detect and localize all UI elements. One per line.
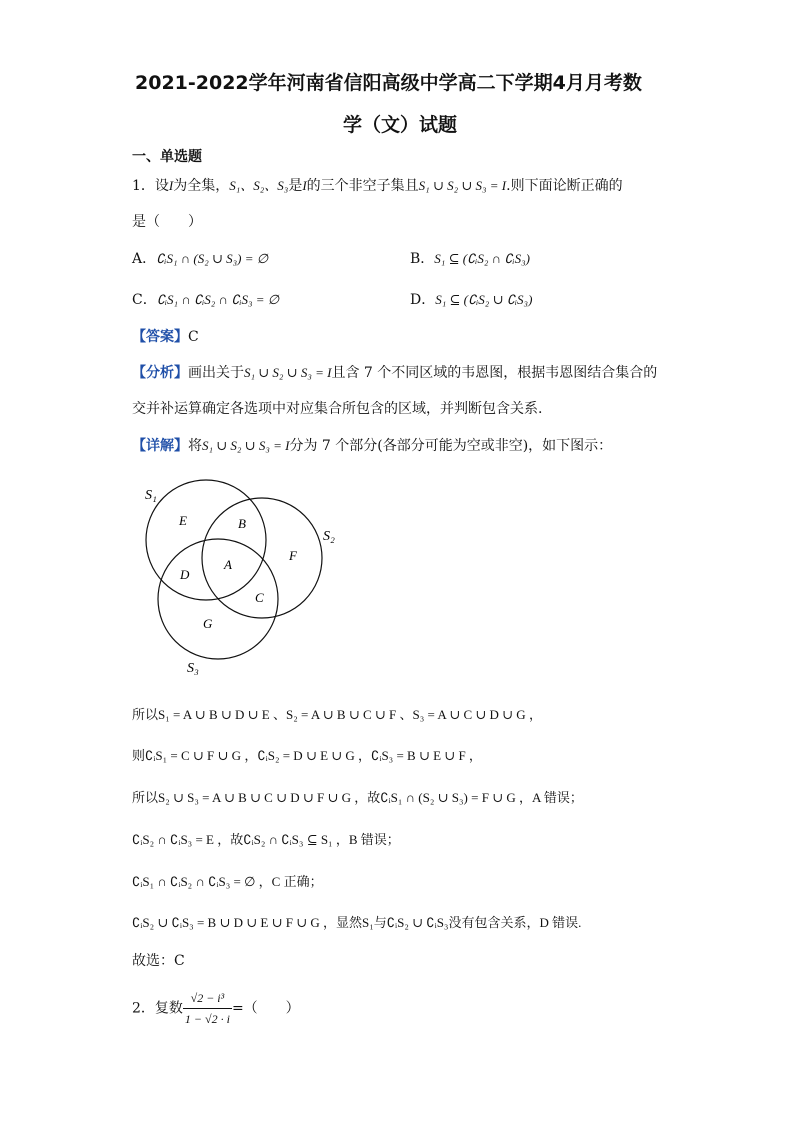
title-line-1: 2021-2022学年河南省信阳高级中学高二下学期4月月考数 xyxy=(135,72,642,94)
q1-option-d xyxy=(410,290,532,310)
answer-tag: 【答案】 xyxy=(132,329,188,345)
option-b-expr: S₁ ⊆ (∁ᵢS₂ ∩ ∁ᵢS₃) xyxy=(434,251,530,266)
detail-a: 将 xyxy=(188,438,202,454)
venn-region-a: A xyxy=(224,557,232,572)
section-heading: 一、单选题 xyxy=(132,149,202,165)
venn-region-f: F xyxy=(289,548,297,563)
q1-stem-d: 的三个非空子集且 xyxy=(306,178,419,194)
option-d-label: D． xyxy=(410,292,436,308)
answer-line xyxy=(132,327,199,347)
analysis-line-2: 交并补运算确定各选项中对应集合所包含的区域，并判断包含关系. xyxy=(132,401,543,417)
q1-option-b xyxy=(410,249,530,269)
analysis-line-1 xyxy=(132,363,657,383)
analysis-b: 且含 7 个不同区域的韦恩图，根据韦恩图结合集合的 xyxy=(331,365,658,381)
q1-stem-b: 为全集， xyxy=(173,178,230,194)
q1-stem-a: 1．设 xyxy=(132,178,169,194)
option-c-label: C． xyxy=(132,292,157,308)
solution-line-4: ∁ᵢS₂ ∩ ∁ᵢS₃ = E ，故∁ᵢS₂ ∩ ∁ᵢS₃ ⊆ S₁ ，B 错误； xyxy=(132,832,400,847)
q1-stem-f: 是（ ） xyxy=(132,214,202,230)
analysis-expr: S₁ ∪ S₂ ∪ S₃ = I xyxy=(244,365,332,380)
solution-line-5: ∁ᵢS₁ ∩ ∁ᵢS₂ ∩ ∁ᵢS₃ = ∅ ，C 正确； xyxy=(132,874,323,889)
q1-stem-line-1 xyxy=(132,176,623,196)
option-c-expr: ∁ᵢS₁ ∩ ∁ᵢS₂ ∩ ∁ᵢS₃ = ∅ xyxy=(156,292,280,307)
detail-tag: 【详解】 xyxy=(132,438,188,454)
venn-label-s3: S₃ xyxy=(187,661,199,676)
solution-line-2: 则∁ᵢS₁ = C ∪ F ∪ G ，∁ᵢS₂ = D ∪ E ∪ G ，∁ᵢS₃ = B ∪ E ∪ F ， xyxy=(132,748,482,763)
q1-universal-set: I xyxy=(168,178,174,193)
venn-label-s2: S₂ xyxy=(323,529,335,544)
q2-stem xyxy=(132,988,300,1029)
answer-value: C xyxy=(188,329,199,345)
option-d-expr: S₁ ⊆ (∁ᵢS₂ ∪ ∁ᵢS₃) xyxy=(435,292,533,307)
solution-line-1: 所以S₁ = A ∪ B ∪ D ∪ E 、S₂ = A ∪ B ∪ C ∪ F 、S₃ = A ∪ C ∪ D ∪ G ， xyxy=(132,707,542,722)
venn-diagram xyxy=(135,478,350,678)
option-b-label: B． xyxy=(410,251,435,267)
detail-line xyxy=(132,436,612,456)
venn-region-e: E xyxy=(179,513,187,528)
q2-numerator: √2 − i³ xyxy=(183,988,232,1009)
analysis-tag: 【分析】 xyxy=(132,365,188,381)
q2-denominator: 1 − √2 · i xyxy=(184,1012,230,1026)
q1-stem-e: .则下面论断正确的 xyxy=(506,178,623,194)
option-a-label: A． xyxy=(132,251,157,267)
q1-stem-c: 是 xyxy=(288,178,303,194)
venn-region-g: G xyxy=(203,616,213,631)
q2-tail: =（ ） xyxy=(231,1000,300,1017)
choose-line: 故选：C xyxy=(132,953,185,969)
q1-condition: S₁ ∪ S₂ ∪ S₃ = I xyxy=(418,178,507,193)
q2-fraction xyxy=(183,988,232,1029)
q1-option-a xyxy=(132,249,268,269)
solution-line-6: ∁ᵢS₂ ∪ ∁ᵢS₃ = B ∪ D ∪ E ∪ F ∪ G ，显然S₁与∁ᵢS₂ ∪ ∁ᵢS₃没有包含关系，D 错误. xyxy=(132,915,582,930)
venn-region-d: D xyxy=(180,567,190,582)
analysis-a: 画出关于 xyxy=(188,365,244,381)
title-line-2: 学（文）试题 xyxy=(343,114,458,136)
solution-line-3: 所以S₂ ∪ S₃ = A ∪ B ∪ C ∪ D ∪ F ∪ G ，故∁ᵢS₁ ∩ (S₂ ∪ S₃) = F ∪ G ，A 错误； xyxy=(132,790,583,805)
q2-label: 2．复数 xyxy=(132,1000,183,1017)
venn-region-c: C xyxy=(255,590,264,605)
venn-region-b: B xyxy=(238,516,246,531)
q1-sets: S₁、S₂、S₃ xyxy=(229,178,289,193)
detail-expr: S₁ ∪ S₂ ∪ S₃ = I xyxy=(202,438,290,453)
q1-universal-set-2: I xyxy=(302,178,307,193)
option-a-expr: ∁ᵢS₁ ∩ (S₂ ∪ S₃) = ∅ xyxy=(156,251,269,266)
detail-b: 分为 7 个部分(各部分可能为空或非空)，如下图示： xyxy=(289,438,613,454)
venn-label-s1: S₁ xyxy=(145,488,157,503)
q1-option-c xyxy=(132,290,279,310)
